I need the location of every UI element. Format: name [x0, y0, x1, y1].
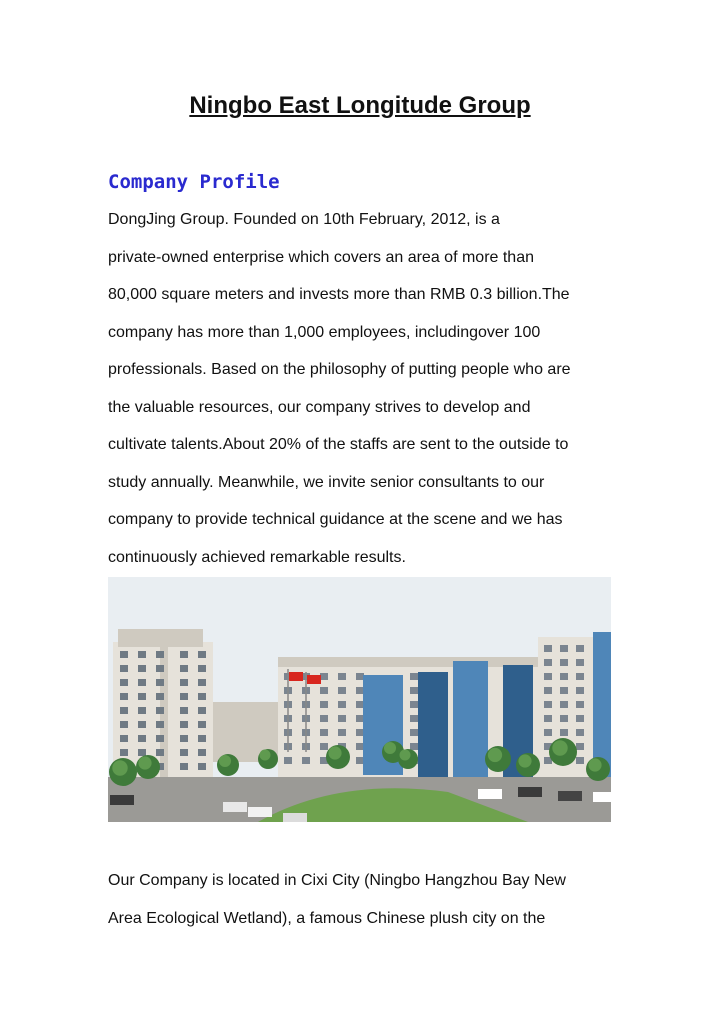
window	[320, 673, 328, 680]
main-building-roof	[278, 657, 538, 667]
window	[198, 679, 206, 686]
paragraph-line: DongJing Group. Founded on 10th February, 2012, is a	[108, 211, 500, 228]
car	[558, 791, 582, 801]
window	[410, 729, 418, 736]
window	[544, 715, 552, 722]
window	[560, 659, 568, 666]
window	[410, 701, 418, 708]
window	[156, 749, 164, 756]
window	[576, 743, 584, 750]
window	[180, 735, 188, 742]
window	[198, 735, 206, 742]
window	[544, 687, 552, 694]
car	[283, 813, 307, 822]
window	[560, 645, 568, 652]
window	[338, 687, 346, 694]
car	[478, 789, 502, 799]
window	[356, 673, 364, 680]
window	[410, 673, 418, 680]
window	[560, 701, 568, 708]
window	[156, 707, 164, 714]
window	[138, 665, 146, 672]
window	[356, 687, 364, 694]
window	[410, 743, 418, 750]
window	[560, 729, 568, 736]
window	[198, 707, 206, 714]
window	[138, 735, 146, 742]
window	[156, 735, 164, 742]
window	[180, 693, 188, 700]
window	[356, 743, 364, 750]
paragraph-line: cultivate talents.About 20% of the staffs are sent to the outside to	[108, 436, 569, 453]
window	[356, 701, 364, 708]
window	[576, 645, 584, 652]
window	[410, 687, 418, 694]
paragraph-line: study annually. Meanwhile, we invite senior consultants to our	[108, 473, 545, 491]
window	[320, 715, 328, 722]
window	[544, 701, 552, 708]
window	[338, 729, 346, 736]
window	[198, 749, 206, 756]
window	[544, 673, 552, 680]
company-building-photo	[108, 577, 611, 822]
window	[156, 721, 164, 728]
window	[120, 707, 128, 714]
tree-highlight	[488, 748, 502, 762]
tree-highlight	[400, 750, 411, 761]
window	[138, 707, 146, 714]
window	[138, 693, 146, 700]
paragraph-line: private-owned enterprise which covers an area of more than	[108, 248, 534, 266]
window	[544, 659, 552, 666]
window	[180, 749, 188, 756]
window	[410, 715, 418, 722]
window	[138, 651, 146, 658]
window	[284, 757, 292, 764]
car	[593, 792, 611, 802]
car	[223, 802, 247, 812]
tree-highlight	[138, 756, 151, 769]
tree-highlight	[518, 754, 531, 767]
flag	[289, 672, 303, 681]
window	[180, 651, 188, 658]
car	[110, 795, 134, 805]
window	[180, 721, 188, 728]
window	[320, 743, 328, 750]
car	[248, 807, 272, 817]
window	[198, 651, 206, 658]
window	[576, 687, 584, 694]
paragraph-line: continuously achieved remarkable results.	[108, 548, 406, 566]
window	[156, 651, 164, 658]
window	[576, 659, 584, 666]
window	[338, 701, 346, 708]
flag	[307, 675, 321, 684]
company-location-paragraph	[108, 862, 618, 937]
window	[560, 673, 568, 680]
window	[198, 763, 206, 770]
window	[356, 715, 364, 722]
tree-highlight	[219, 755, 231, 767]
company-profile-paragraph	[108, 201, 618, 576]
window	[356, 757, 364, 764]
section-heading-company-profile: Company Profile	[108, 171, 280, 193]
window	[156, 693, 164, 700]
paragraph-line: Area Ecological Wetland), a famous Chinese plush city on the	[108, 909, 546, 927]
window	[156, 665, 164, 672]
window	[576, 701, 584, 708]
window	[120, 679, 128, 686]
window	[576, 729, 584, 736]
paragraph-line: professionals. Based on the philosophy of putting people who are	[108, 361, 571, 378]
paragraph-line: the valuable resources, our company strives to develop and	[108, 398, 531, 416]
window	[198, 665, 206, 672]
paragraph-line: company has more than 1,000 employees, includingover 100	[108, 323, 541, 341]
window	[120, 665, 128, 672]
right-building-glass	[593, 632, 611, 777]
window	[320, 687, 328, 694]
window	[180, 665, 188, 672]
tree-highlight	[260, 750, 271, 761]
tree-highlight	[112, 760, 127, 775]
window	[138, 721, 146, 728]
window	[576, 673, 584, 680]
window	[138, 679, 146, 686]
window	[320, 701, 328, 708]
window	[180, 679, 188, 686]
window	[544, 729, 552, 736]
window	[576, 715, 584, 722]
window	[138, 749, 146, 756]
window	[198, 721, 206, 728]
paragraph-line: 80,000 square meters and invests more than RMB 0.3 billion.The	[108, 286, 570, 303]
window	[302, 757, 310, 764]
window	[156, 679, 164, 686]
window	[120, 735, 128, 742]
window	[576, 757, 584, 764]
window	[180, 707, 188, 714]
window	[320, 729, 328, 736]
tree-highlight	[588, 758, 601, 771]
window	[338, 673, 346, 680]
window	[120, 749, 128, 756]
window	[356, 729, 364, 736]
window	[120, 651, 128, 658]
tree-highlight	[328, 746, 341, 759]
tree-highlight	[552, 740, 567, 755]
window	[544, 645, 552, 652]
page-title: Ningbo East Longitude Group	[189, 92, 531, 119]
tree-highlight	[384, 742, 396, 754]
paragraph-line: Our Company is located in Cixi City (Ningbo Hangzhou Bay New	[108, 872, 566, 889]
window	[560, 687, 568, 694]
car	[518, 787, 542, 797]
window	[338, 715, 346, 722]
glass-facade	[453, 661, 488, 777]
window	[120, 693, 128, 700]
glass-facade	[418, 672, 448, 777]
window	[560, 715, 568, 722]
paragraph-line: company to provide technical guidance at the scene and we has	[108, 511, 563, 528]
window	[120, 721, 128, 728]
window	[180, 763, 188, 770]
window	[198, 693, 206, 700]
